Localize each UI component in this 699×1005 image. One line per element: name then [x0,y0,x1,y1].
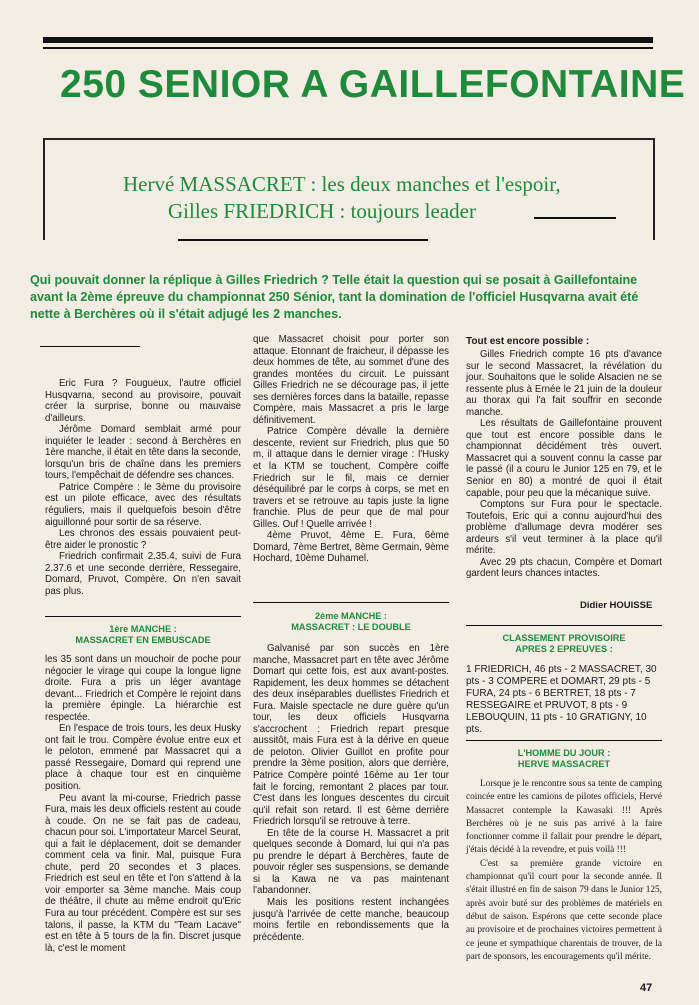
paragraph: Patrice Compère dévalle la dernière descente, revient sur Friedrich, plus que 50 m, il attaque dans le dernier virage : l'Husky et la KTM se touchent, Compère coiffe Friedrich sur le fil, mais ce dernier déséquilibré par le corps à corps, se met en travers et se retrouve au tapis juste la ligne franchie. Plus de peur que de mal pour Gilles. Ouf ! Quelle arrivée ! [253,426,449,530]
paragraph: Avec 29 pts chacun, Compère et Domart gardent leurs chances intactes. [466,556,662,580]
homme-du-jour-title: L'HOMME DU JOUR : HERVE MASSACRET [517,748,611,769]
paragraph: Patrice Compère : le 3ème du provisoire est un pilote efficace, avec des résultats réguliers, mais il quelquefois besoin d'être aiguillonné pour sortir de sa réserve. [45,481,241,528]
classement-bottom-rule [466,740,662,741]
paragraph: Gilles Friedrich compte 16 pts d'avance sur le second Massacret, la révélation du jour. Souhaitons que le solide Alsacien ne se ressente plus à Ernée le 21 juin de la douleur au thorax qui l'a fait souffrir en seconde manche. [466,349,662,418]
paragraph: Jérôme Domard semblait armé pour inquiéter le leader : second à Berchères en 1ère manche, il était en tête dans la seconde, lorsqu'un bris de chaîne dans les premiers tours, l'empêchait de défendre ses chances. [45,424,241,482]
signature: Didier HOUISSE [580,600,653,611]
paragraph: Eric Fura ? Fougueux, l'autre officiel Husqvarna, second au provisoire, pouvait créer la surprise, bonne ou mauvaise d'ailleurs. [45,378,241,424]
intro-paragraph: Qui pouvait donner la réplique à Gilles Friedrich ? Telle était la question qui se posait à Gaillefontaine avant la 2ème épreuve du championnat 250 Sénior, tant la domination de l'officiel Husqvarna avait été nette à Berchères où il s'était adjugé les 2 manches. [30,273,639,321]
paragraph: Les résultats de Gaillefontaine prouvent que tout est encore possible dans le championnat décidément très ouvert. Massacret qui a souvent connu la casse par le passé (il a couru le Junior 125 en 79, et le Senior en 80) a montré de quoi il était capable, pour peu que la mécanique suive. [466,418,662,499]
paragraph: Galvanisé par son succès en 1ère manche, Massacret part en tête avec Jérôme Domart qui cette fois, est aux avant-postes. Rapidement, les deux hommes se détachent des deux inséparables duellistes Friedrich et Fura. Maisle spectacle ne dure guère qu'un tour, les deux officiels Husqvarna s'accrochent : Friedrich repart presque aussitôt, mais Fura est à la dérive en queue de peloton. Olivier Guillot en profite pour prendre la 3ème position, alors que derrière, Patrice Compère pointé 16ème au 1er tour fait le forcing, remontant 2 places par tour. C'est dans les longues descentes du circuit qu'il refait son retard. Il est 6ème derrière Friedrich lorsqu'il se retrouve à terre. [253,643,449,828]
homme-du-jour-text [466,778,662,964]
paragraph: En l'espace de trois tours, les deux Husky ont fait le trou. Compère évolue entre eux et le peloton, emmené par Massacret qui a passé Ressegaire, Domard qui reprend une place à chaque tour est en cinquième position. [45,723,241,793]
headline: 250 SENIOR A GAILLEFONTAINE [60,63,686,106]
col1-text [45,378,241,597]
paragraph: En tête de la course H. Massacret a prit quelques seconde à Domard, lui qui n'a pas pu prendre le départ à Berchères, faute de pouvoir régler ses suspensions, se demande si la Kawa ne va pas maintenant l'abandonner. [253,827,449,897]
col2-text [253,334,449,565]
paragraph: Friedrich confirmait 2.35.4, suivi de Fura 2.37.6 et une seconde derrière, Ressegaire, Domard, Pruvot, Compère. On n'en savait pas plus. [45,551,241,597]
classement-title: CLASSEMENT PROVISOIRE APRES 2 EPREUVES : [502,633,626,654]
paragraph: que Massacret choisit pour porter son attaque. Etonnant de fraicheur, il dépasse les deux hommes de tête, au sommet d'une des grandes montées du circuit. Le puissant Gilles Friedrich ne se décourage pas, il jette ses dernières forces dans la bataille, repasse Compère, mais Massacret a pris le large définitivement. [253,334,449,426]
top-rule-thick [43,37,653,43]
paragraph: Les chronos des essais pouvaient peut-être aider le pronostic ? [45,528,241,551]
paragraph: C'est sa première grande victoire en championnat qu'il court pour la seconde année. Il s'était illustré en fin de saison 79 dans le Junior 125, après avoir buté sur des problèmes de matériels en début de saison. Espérons que cette seconde place au provisoire et de prochaines victoires permettent à ce jeune et sympathique charentais de trouver, de la part de sponsors, les encouragements qu'il mérite. [466,858,662,962]
paragraph: Comptons sur Fura pour le spectacle. Toutefois, Eric qui a connu aujourd'hui des problème d'allumage devra modérer ses ardeurs s'il veut terminer à la place qu'il mérite. [466,499,662,557]
top-rule-thin [43,47,653,49]
col1-section-rule [45,616,241,617]
paragraph: Lorsque je le rencontre sous sa tente de camping coincée entre les camions de pilotes officiels, Hervé Massacret contemple la Kawasaki !!! Après Berchères où je ne suis pas arrivé à la faire fonctionner comme il fallait pour prendre le départ, j'étais décidé à la revendre, et puis voilà !!! [466,779,662,856]
col3-heading: Tout est encore possible : [466,336,590,347]
page-number: 47 [640,982,653,994]
col3-text [466,349,662,580]
col2-text-2 [253,643,449,943]
subtitle-line-1: Hervé MASSACRET : les deux manches et l'espoir, [123,172,561,196]
col2-section-rule [253,602,449,603]
section-title-manche-1: 1ère MANCHE : MASSACRET EN EMBUSCADE [75,624,211,645]
subtitle-line-2: Gilles FRIEDRICH : toujours leader [168,199,476,223]
paragraph: 4ème Pruvot, 4ème E. Fura, 6ème Domard, 7ème Bertret, 8ème Germain, 9ème Hochard, 10ème Duhamel. [253,530,449,565]
col1-top-rule [40,346,140,347]
col1-text-2 [45,654,241,954]
section-title-manche-2: 2ème MANCHE : MASSACRET : LE DOUBLE [291,611,411,632]
classement-top-rule [466,625,662,626]
paragraph: Peu avant la mi-course, Friedrich passe Fura, mais les deux officiels restent au coude à coude. On ne se fait pas de cadeau, chacun pour soi. L'importateur Marcel Seurat, qui a fait le déplacement, doit se demander comment cela va finir. Mal, puisque Fura chute, perd 20 secondes et 3 places. Friedrich est seul en tête et l'on s'attend à la voir emporter sa 3ème manche. Mais coup de théâtre, il chute au même endroit qu'Eric Fura au tour précédent. Compère est sur ses talons, il passe, la KTM du "Team Lacave" est en tête à 5 tours de la fin. Discret jusque là, c'est le moment [45,792,241,954]
classement-list: 1 FRIEDRICH, 46 pts - 2 MASSACRET, 30 pts - 3 COMPERE et DOMART, 29 pts - 5 FURA, 24 pts - 6 BERTRET, 18 pts - 7 RESSEGAIRE et PRUVOT, 8 pts - 9 LEBOUQUIN, 11 pts - 10 GRATIGNY, 10 pts. [466,664,657,735]
subtitle-rule [178,239,428,241]
paragraph: Mais les positions restent inchangées jusqu'à l'arrivée de cette manche, beaucoup moins fertile en rebondissements que la précédente. [253,897,449,943]
paragraph: les 35 sont dans un mouchoir de poche pour négocier le virage qui coupe la longue ligne droite. Fura a pris un léger avantage devant... Friedrich et Compère le rejoint dans la première épingle. La hiérarchie est respectée. [45,654,241,723]
subtitle-underline [534,217,616,219]
